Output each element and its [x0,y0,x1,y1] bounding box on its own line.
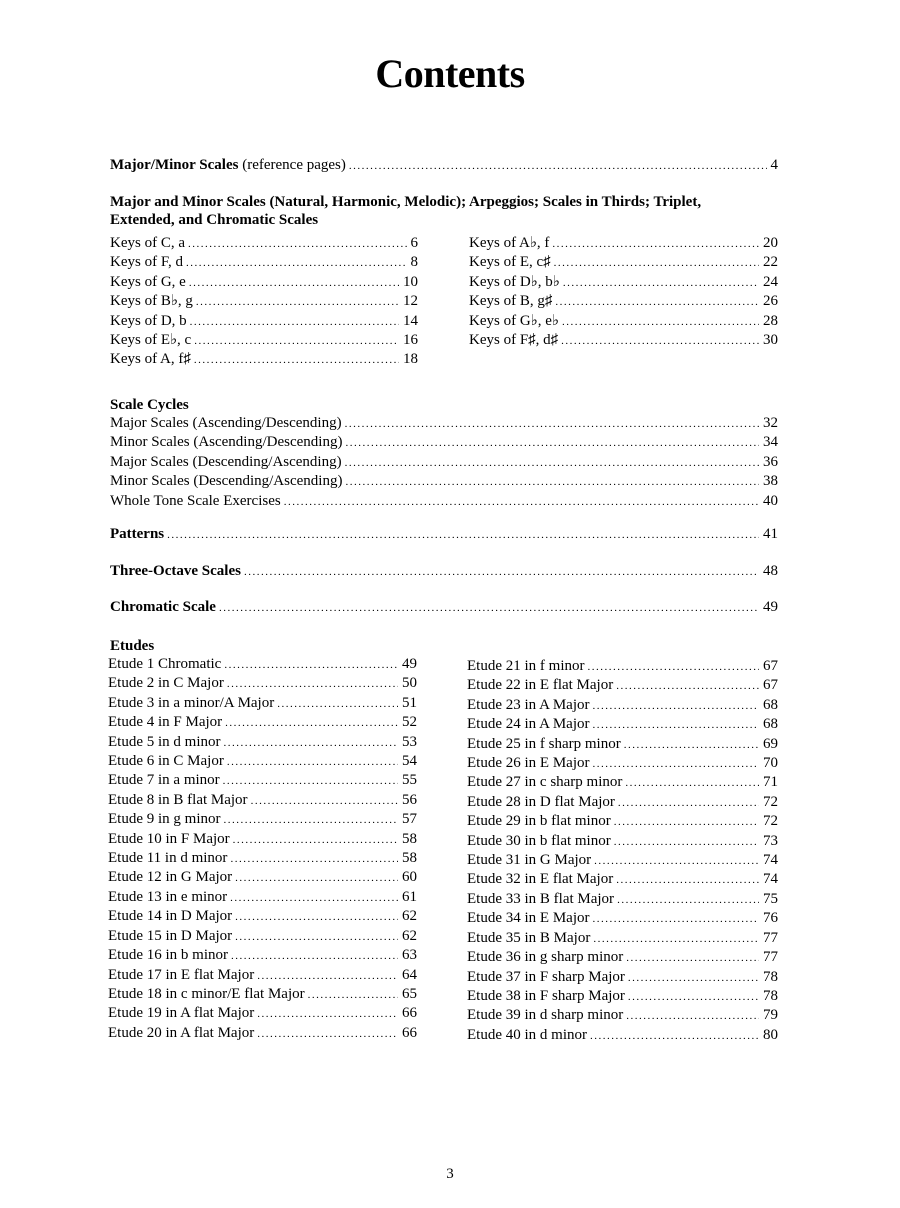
toc-entry-label: Etude 36 in g sharp minor [467,949,624,966]
toc-entry-page: 52 [402,714,417,731]
toc-entry-etude[interactable] [108,713,417,732]
toc-entry-label: Etude 8 in B flat Major [108,791,248,808]
toc-entry-patterns[interactable] [110,525,778,545]
dot-leader [227,753,398,771]
toc-entry-three-octave-scales[interactable] [110,562,778,582]
toc-entry-etude[interactable] [108,888,417,907]
toc-entry-page: 60 [402,869,417,886]
toc-entry-label: Keys of D♭, b♭ [469,273,560,290]
toc-entry-etude[interactable] [108,694,417,713]
dot-leader [219,599,759,618]
toc-entry-page: 79 [763,1007,778,1024]
dot-leader [349,157,767,176]
dot-leader [624,736,759,754]
toc-entry-page: 78 [763,987,778,1004]
dot-leader [345,434,759,452]
toc-entry-scale-cycle[interactable] [110,433,778,452]
dot-leader [231,947,398,965]
toc-entry-page: 63 [402,947,417,964]
toc-entry-page: 74 [763,871,778,888]
toc-entry-label: Etude 40 in d minor [467,1026,587,1043]
toc-entry-page: 30 [763,332,778,349]
dot-leader [233,831,398,849]
toc-entry-page: 76 [763,910,778,927]
dot-leader [190,313,399,331]
toc-entry-key[interactable] [469,312,778,331]
dot-leader [230,850,398,868]
toc-entry-etude[interactable] [467,754,778,773]
toc-entry-page: 64 [402,966,417,983]
dot-leader [625,774,759,792]
toc-entry-page: 57 [402,811,417,828]
toc-entry-label: Etude 1 Chromatic [108,656,222,672]
toc-entry-key[interactable] [469,331,778,350]
dot-leader [590,1027,759,1045]
toc-entry-page: 67 [763,677,778,694]
dot-leader [562,313,759,331]
dot-leader [552,235,759,253]
toc-entry-etude[interactable] [467,657,778,676]
toc-entry-etude[interactable] [467,1006,778,1025]
dot-leader [230,889,398,907]
toc-entry-label: Major Scales (Ascending/Descending) [110,415,342,431]
toc-entry-page: 66 [402,1005,417,1022]
dot-leader [308,986,398,1004]
toc-entry-etude[interactable] [108,771,417,790]
toc-entry-label: Major/Minor Scales [110,157,239,173]
section-heading-etudes: Etudes [110,638,155,654]
dot-leader [593,716,760,734]
toc-entry-label: Etude 31 in G Major [467,852,592,869]
toc-entry-label: Whole Tone Scale Exercises [110,492,281,509]
toc-entry-page: 32 [763,415,778,431]
toc-entry-etude[interactable] [467,735,778,754]
toc-entry-scale-cycle[interactable] [110,414,778,433]
dot-leader [345,415,759,433]
toc-entry-page: 6 [410,235,418,251]
dot-leader [614,833,759,851]
dot-leader [194,351,399,369]
toc-entry-page: 68 [763,696,778,713]
toc-entry-page: 28 [763,312,778,329]
toc-entry-label: Etude 13 in e minor [108,888,228,905]
toc-entry-label: Keys of B, g♯ [469,293,553,310]
toc-entry-page: 4 [770,157,778,173]
toc-entry-page: 26 [763,293,778,310]
keys-column-left [110,234,418,370]
toc-entry-label: Etude 14 in D Major [108,908,233,925]
dot-leader [196,293,399,311]
dot-leader [277,695,398,713]
toc-entry-label: Three-Octave Scales [110,563,241,579]
toc-entry-key[interactable] [110,350,418,369]
dot-leader [257,1005,398,1023]
dot-leader [224,734,399,752]
toc-entry-label: Keys of E♭, c [110,332,192,349]
toc-entry-label: Etude 20 in A flat Major [108,1024,255,1041]
toc-entry-etude[interactable] [467,773,778,792]
toc-entry-page: 36 [763,453,778,470]
dot-leader [284,493,759,511]
toc-entry-scale-cycle[interactable] [110,472,778,491]
toc-entry-label: Minor Scales (Descending/Ascending) [110,473,343,490]
toc-entry-label: Etude 15 in D Major [108,927,233,944]
toc-entry-page: 10 [403,273,418,290]
dot-leader [587,658,759,676]
toc-entry-page: 72 [763,793,778,810]
toc-entry-page: 69 [763,735,778,752]
toc-entry-page: 65 [402,985,417,1002]
toc-entry-page: 66 [402,1024,417,1041]
toc-entry-page: 24 [763,273,778,290]
toc-entry-label: Keys of E, c♯ [469,254,551,271]
toc-entry-page: 68 [763,716,778,733]
toc-entry-page: 53 [402,733,417,750]
toc-entry-label: Etude 22 in E flat Major [467,677,614,694]
toc-entry-page: 22 [763,254,778,271]
dot-leader [592,755,759,773]
toc-entry-page: 55 [402,772,417,789]
dot-leader [235,869,398,887]
toc-entry-label: Etude 37 in F sharp Major [467,968,625,985]
dot-leader [628,969,759,987]
page-number: 3 [446,1166,454,1182]
toc-entry-page: 58 [402,850,417,867]
toc-entry-etude[interactable] [467,948,778,967]
dot-leader [594,852,759,870]
toc-entry-label: Etude 38 in F sharp Major [467,987,625,1004]
toc-entry-label: Etude 30 in b flat minor [467,832,611,849]
dot-leader [617,891,759,909]
toc-entry-page: 16 [403,332,418,349]
toc-entry-etude[interactable] [108,655,417,674]
toc-entry-etude[interactable] [467,793,778,812]
toc-entry-label: Keys of G, e [110,273,186,290]
dot-leader [244,563,759,582]
toc-entry-label: Etude 10 in F Major [108,830,230,847]
toc-entry-etude[interactable] [108,1004,417,1023]
dot-leader [235,908,398,926]
toc-entry-page: 77 [763,929,778,946]
toc-entry-etude[interactable] [467,676,778,695]
toc-entry-key[interactable] [110,331,418,350]
dot-leader [554,254,759,272]
toc-entry-etude[interactable] [467,987,778,1006]
dot-leader [593,697,760,715]
toc-entry-label: Etude 32 in E flat Major [467,871,614,888]
toc-entry-page: 38 [763,473,778,490]
dot-leader [563,274,759,292]
toc-entry-key[interactable] [110,273,418,292]
toc-entry-page: 73 [763,832,778,849]
toc-entry-page: 50 [402,675,417,692]
toc-entry-label: Etude 18 in c minor/E flat Major [108,985,305,1002]
dot-leader [555,293,759,311]
dot-leader [227,675,398,693]
toc-entry-page: 80 [763,1026,778,1043]
toc-entry-label: Keys of B♭, g [110,293,193,310]
toc-entry-label: Keys of A♭, f [469,235,550,251]
section-heading-line: Major and Minor Scales (Natural, Harmonic, Melodic); Arpeggios; Scales in Thirds; Triplet, [110,194,702,210]
toc-entry-label: Keys of F, d [110,254,183,271]
toc-entry-key[interactable] [110,312,418,331]
toc-entry-page: 77 [763,949,778,966]
toc-entry-etude[interactable] [108,985,417,1004]
section-heading-keys [110,193,790,229]
dot-leader [194,332,399,350]
toc-entry-etude[interactable] [467,909,778,928]
toc-entry-etude[interactable] [108,946,417,965]
etudes-column-left [108,655,417,1043]
toc-entry-label: Keys of A, f♯ [110,351,191,368]
toc-entry-page: 54 [402,753,417,770]
toc-entry-page: 14 [403,312,418,329]
toc-entry-label: Chromatic Scale [110,599,216,615]
toc-entry-label: Keys of F♯, d♯ [469,332,559,349]
toc-entry-label: Etude 28 in D flat Major [467,793,615,810]
toc-entry-label: Minor Scales (Ascending/Descending) [110,434,343,451]
toc-entry-page: 74 [763,852,778,869]
toc-entry-etude[interactable] [467,812,778,831]
toc-entry-note: (reference pages) [238,157,346,173]
toc-entry-label: Keys of C, a [110,235,185,251]
toc-entry-page: 78 [763,968,778,985]
toc-entry-label: Etude 6 in C Major [108,753,224,770]
toc-entry-key[interactable] [469,273,778,292]
toc-entry-etude[interactable] [108,868,417,887]
toc-entry-etude[interactable] [108,733,417,752]
toc-entry-etude[interactable] [467,890,778,909]
toc-entry-page: 8 [410,254,418,271]
toc-entry-label: Etude 7 in a minor [108,772,220,789]
dot-leader [561,332,759,350]
toc-entry-key[interactable] [469,253,778,272]
toc-entry-key[interactable] [469,234,778,253]
toc-entry-page: 51 [402,694,417,711]
toc-entry-page: 18 [403,351,418,368]
toc-entry-label: Etude 2 in C Major [108,675,224,692]
toc-entry-etude[interactable] [108,927,417,946]
dot-leader [251,792,398,810]
section-heading-scale-cycles: Scale Cycles [110,397,189,413]
dot-leader [592,910,759,928]
toc-entry-label: Etude 9 in g minor [108,811,221,828]
toc-entry-etude[interactable] [108,849,417,868]
toc-entry-label: Etude 5 in d minor [108,733,221,750]
dot-leader [186,254,407,272]
toc-entry-etude[interactable] [108,966,417,985]
dot-leader [616,871,759,889]
toc-entry-page: 48 [763,563,778,579]
dot-leader [223,772,398,790]
toc-entry-key[interactable] [110,292,418,311]
toc-entry-etude[interactable] [108,830,417,849]
section-heading-line: Extended, and Chromatic Scales [110,212,319,228]
keys-column-right [469,234,778,350]
toc-entry-label: Etude 12 in G Major [108,869,233,886]
toc-entry-chromatic-scale[interactable] [110,598,778,618]
toc-entry-label: Etude 25 in f sharp minor [467,735,621,752]
toc-entry-label: Etude 11 in d minor [108,850,228,867]
etudes-column-right [467,657,778,1045]
toc-entry-page: 67 [763,658,778,674]
toc-entry-label: Etude 35 in B Major [467,929,591,946]
toc-entry-key[interactable] [110,253,418,272]
toc-entry-label: Etude 4 in F Major [108,714,223,731]
toc-entry-label: Etude 19 in A flat Major [108,1005,255,1022]
toc-entry-key[interactable] [469,292,778,311]
toc-entry-scale-cycle[interactable] [110,492,778,511]
toc-entry-page: 34 [763,434,778,451]
toc-entry-etude[interactable] [467,715,778,734]
toc-entry-major-minor-scales[interactable] [110,156,778,176]
dot-leader [225,714,398,732]
toc-entry-label: Etude 16 in b minor [108,947,228,964]
toc-entry-page: 40 [763,492,778,509]
dot-leader [167,526,759,545]
page-title: Contents [375,51,525,96]
dot-leader [614,813,759,831]
toc-entry-label: Keys of G♭, e♭ [469,312,559,329]
toc-entry-etude[interactable] [108,674,417,693]
toc-entry-label: Etude 33 in B flat Major [467,890,615,907]
toc-entry-page: 20 [763,235,778,251]
toc-entry-label: Etude 3 in a minor/A Major [108,694,275,711]
toc-entry-etude[interactable] [467,832,778,851]
toc-entry-etude[interactable] [467,968,778,987]
toc-entry-label: Etude 21 in f minor [467,658,585,674]
toc-entry-page: 58 [402,830,417,847]
dot-leader [345,454,759,472]
toc-entry-page: 49 [402,656,417,672]
dot-leader [345,473,759,491]
scale-cycles-list [110,414,778,511]
toc-entry-label: Etude 24 in A Major [467,716,590,733]
toc-entry-etude[interactable] [108,752,417,771]
dot-leader [628,988,759,1006]
toc-entry-label: Etude 26 in E Major [467,755,590,772]
toc-entry-label: Etude 34 in E Major [467,910,590,927]
toc-entry-page: 62 [402,908,417,925]
toc-entry-etude[interactable] [108,810,417,829]
toc-entry-page: 72 [763,813,778,830]
dot-leader [616,677,759,695]
toc-entry-label: Etude 17 in E flat Major [108,966,255,983]
toc-entry-etude[interactable] [467,870,778,889]
dot-leader [593,930,759,948]
toc-entry-key[interactable] [110,234,418,253]
toc-entry-page: 49 [763,599,778,615]
toc-entry-page: 70 [763,755,778,772]
toc-entry-label: Etude 27 in c sharp minor [467,774,623,791]
dot-leader [626,949,759,967]
toc-entry-etude[interactable] [108,907,417,926]
dot-leader [618,794,759,812]
toc-entry-label: Patterns [110,526,165,542]
toc-entry-label: Etude 23 in A Major [467,696,590,713]
toc-entry-etude[interactable] [108,1024,417,1043]
toc-entry-page: 56 [402,791,417,808]
toc-entry-page: 75 [763,890,778,907]
toc-entry-page: 41 [763,526,778,542]
toc-entry-label: Etude 39 in d sharp minor [467,1007,624,1024]
dot-leader [188,235,407,253]
dot-leader [235,928,398,946]
toc-entry-etude[interactable] [467,696,778,715]
toc-entry-etude[interactable] [467,929,778,948]
dot-leader [224,811,399,829]
toc-entry-etude[interactable] [467,851,778,870]
toc-entry-scale-cycle[interactable] [110,453,778,472]
toc-entry-label: Keys of D, b [110,312,187,329]
dot-leader [626,1007,759,1025]
toc-entry-page: 61 [402,888,417,905]
dot-leader [257,967,398,985]
toc-entry-etude[interactable] [467,1026,778,1045]
dot-leader [189,274,399,292]
dot-leader [224,656,398,674]
toc-entry-page: 12 [403,293,418,310]
dot-leader [257,1025,398,1043]
toc-entry-etude[interactable] [108,791,417,810]
toc-entry-page: 62 [402,927,417,944]
toc-entry-label: Major Scales (Descending/Ascending) [110,453,342,470]
toc-entry-page: 71 [763,774,778,791]
toc-entry-label: Etude 29 in b flat minor [467,813,611,830]
